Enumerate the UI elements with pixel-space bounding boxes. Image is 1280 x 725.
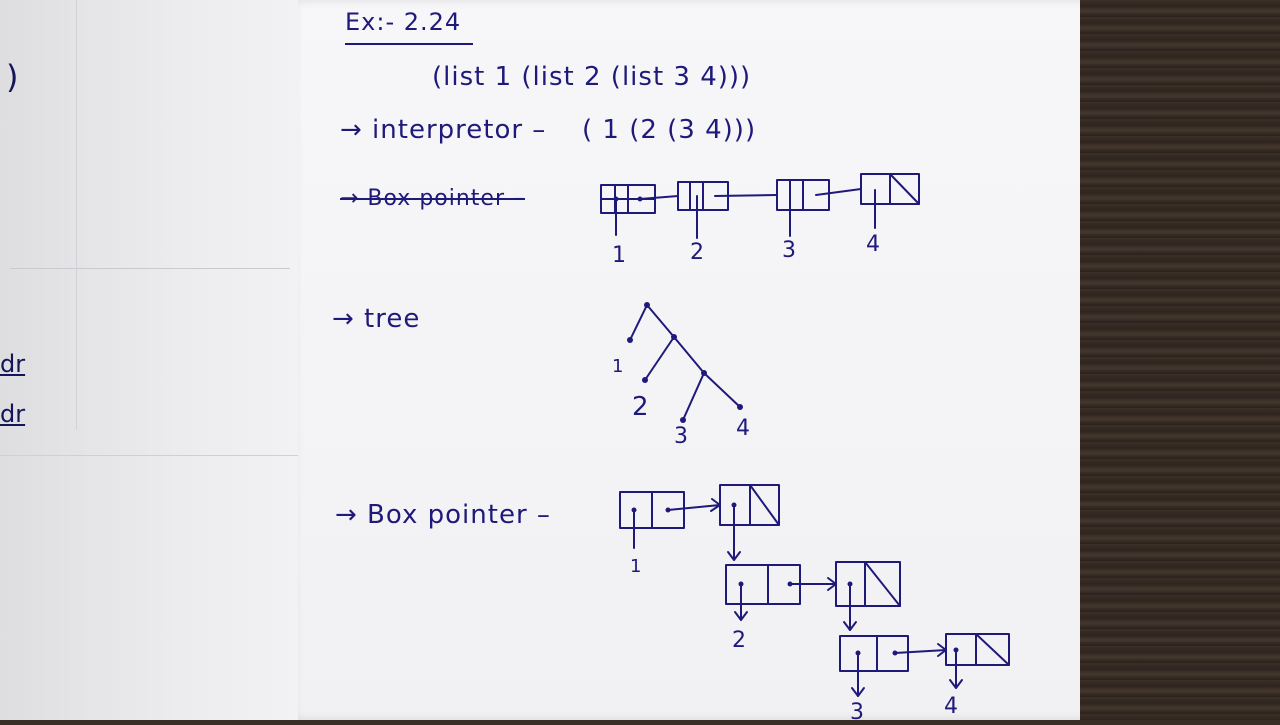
tree-leaf-label: 1 <box>612 356 624 377</box>
box-value-label: 1 <box>612 243 626 268</box>
interpreter-value: ( 1 (2 (3 4))) <box>582 115 757 145</box>
left-page-fragment: dr <box>0 350 26 378</box>
box-value-label: 3 <box>782 238 796 263</box>
box-value-label: 4 <box>866 232 880 257</box>
left-page-fragment: dr <box>0 400 26 428</box>
box-value-label: 2 <box>690 240 704 265</box>
box-value-label: 4 <box>944 694 958 719</box>
tree-leaf-label: 4 <box>736 416 750 441</box>
box-value-label: 2 <box>732 628 746 653</box>
tree-label: → tree <box>332 304 421 334</box>
box-pointer-label: → Box pointer – <box>335 500 551 530</box>
left-page-fragment: ) <box>6 58 19 96</box>
exercise-title: Ex:- 2.24 <box>345 8 462 36</box>
box-value-label: 1 <box>630 556 642 577</box>
box-pointer-struck-label: → Box pointer – <box>340 186 525 211</box>
tree-leaf-label: 3 <box>674 424 688 449</box>
box-value-label: 3 <box>850 700 864 725</box>
tree-leaf-label: 2 <box>632 392 649 422</box>
interpreter-label: → interpretor – <box>340 115 547 145</box>
expression: (list 1 (list 2 (list 3 4))) <box>432 62 752 92</box>
